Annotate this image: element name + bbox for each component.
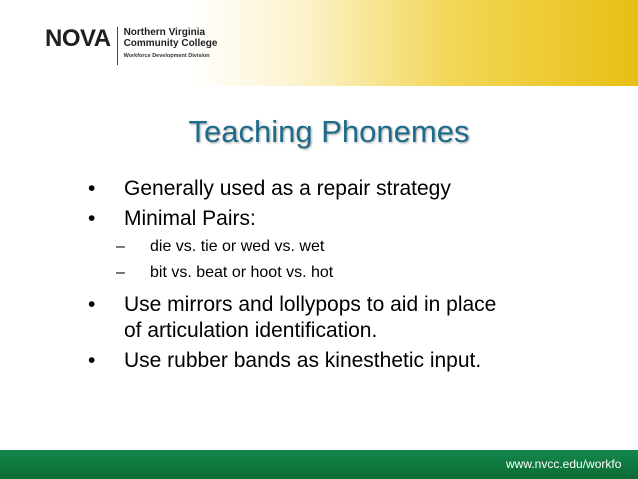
sub-bullet-marker: – xyxy=(116,238,125,255)
bullet-marker: • xyxy=(88,177,96,200)
bullet-marker: • xyxy=(88,293,96,316)
sub-bullet-marker: – xyxy=(116,264,125,281)
logo-divider xyxy=(117,27,118,65)
slide-body xyxy=(88,176,608,378)
bullet-marker: • xyxy=(88,349,96,372)
bullet-item xyxy=(88,292,608,344)
logo-text xyxy=(124,27,218,60)
sub-bullet-text: bit vs. beat or hoot vs. hot xyxy=(150,264,334,281)
bullet-item xyxy=(88,348,608,374)
sub-bullet-text: die vs. tie or wed vs. wet xyxy=(150,238,325,255)
college-logo xyxy=(45,27,217,65)
footer-url-link[interactable]: www.nvcc.edu/workfo xyxy=(506,457,622,471)
bullet-item xyxy=(88,176,608,202)
logo-subtitle: Workforce Development Division xyxy=(123,53,210,59)
logo-line-1: Northern Virginia xyxy=(123,27,206,38)
bullet-item xyxy=(88,206,608,232)
bullet-marker: • xyxy=(88,207,96,230)
sub-bullet-item xyxy=(88,236,608,258)
bullet-text: Use rubber bands as kinesthetic input. xyxy=(124,349,482,372)
bullet-text: Minimal Pairs: xyxy=(124,207,256,230)
sub-bullet-item xyxy=(88,262,608,284)
bullet-text-line-2: of articulation identification. xyxy=(124,319,378,342)
logo-mark: NOVA xyxy=(45,25,111,52)
bullet-text-line-1: Use mirrors and lollypops to aid in place xyxy=(124,293,497,316)
bullet-text: Generally used as a repair strategy xyxy=(124,177,451,200)
slide-title: Teaching Phonemes xyxy=(188,114,470,149)
logo-line-2: Community College xyxy=(123,38,218,49)
